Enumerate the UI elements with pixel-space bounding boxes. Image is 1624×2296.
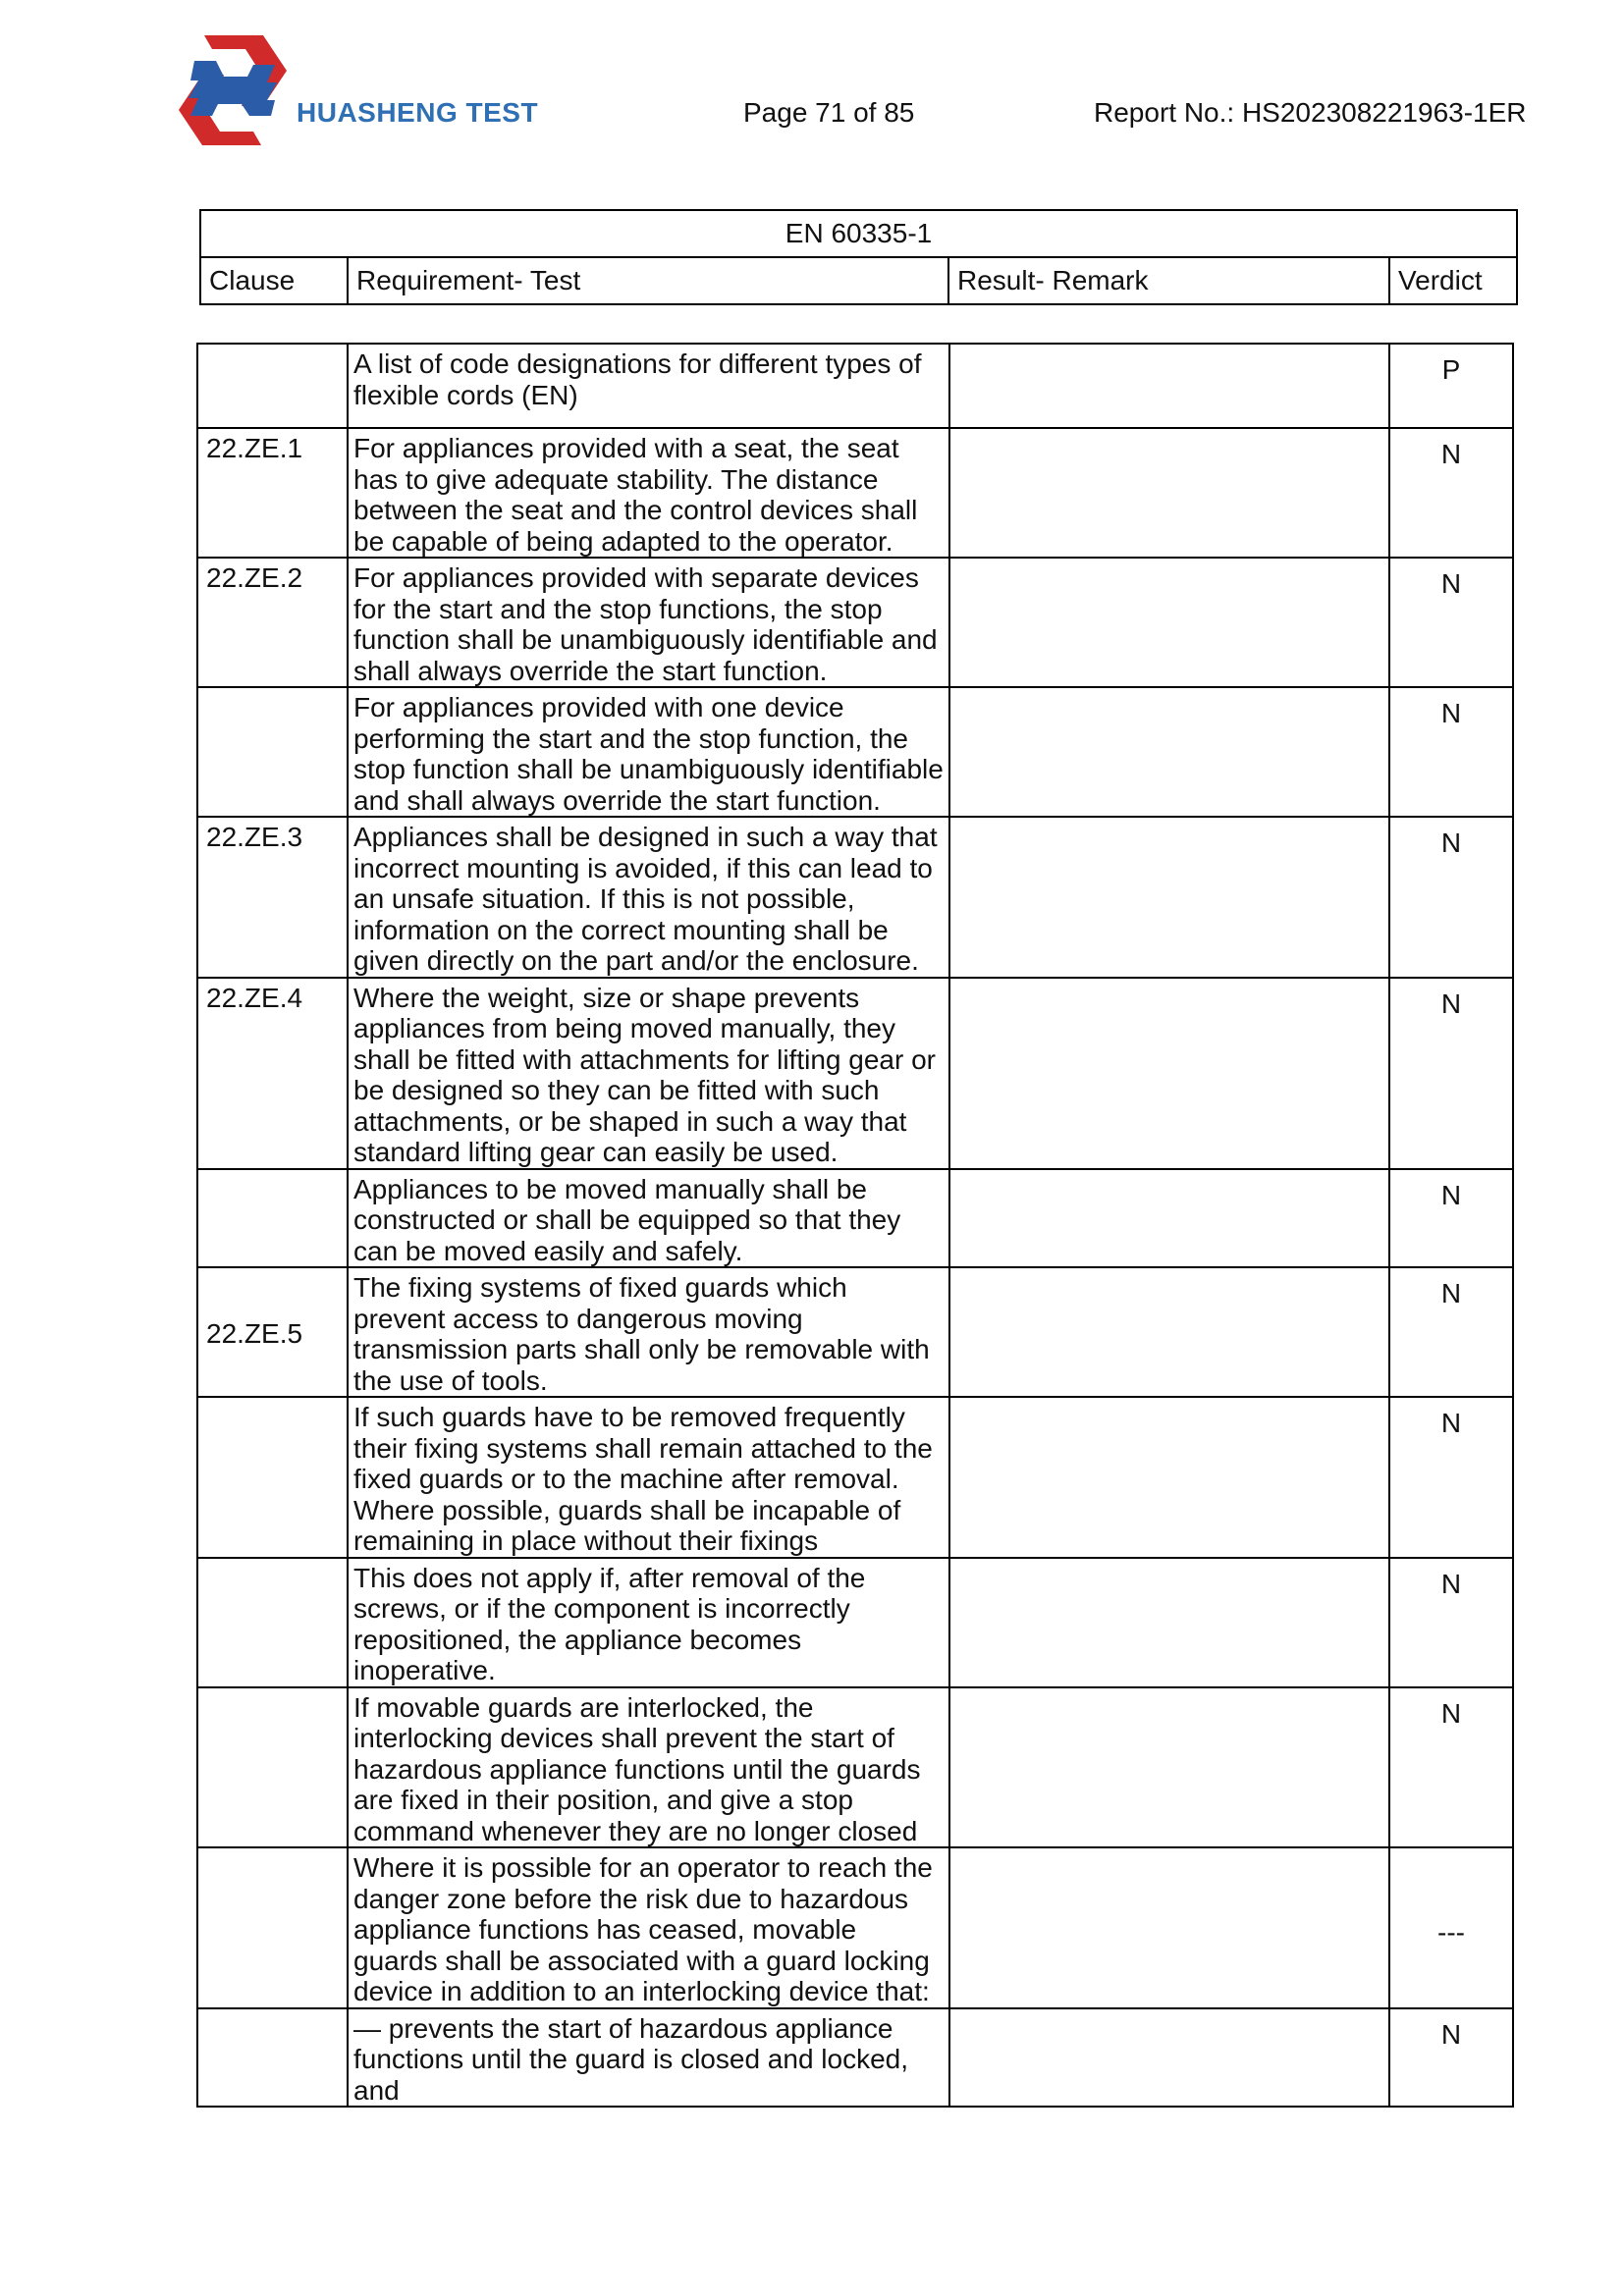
table-header: [199, 209, 1518, 305]
verdict-cell: ---: [1389, 1847, 1513, 2008]
result-cell: [949, 1687, 1389, 1848]
clause-cell: 22.ZE.4: [197, 978, 348, 1169]
huasheng-logo-icon: [165, 31, 300, 149]
table-row: [197, 1687, 1513, 1848]
page-number: Page 71 of 85: [743, 97, 915, 128]
column-header-requirement: Requirement- Test: [348, 257, 948, 304]
verdict-cell: N: [1389, 428, 1513, 558]
verdict-cell: N: [1389, 1169, 1513, 1268]
requirement-cell: A list of code designations for different types of flexible cords (EN): [348, 344, 949, 428]
clause-cell: 22.ZE.5: [197, 1267, 348, 1397]
table-row: [197, 817, 1513, 978]
clause-cell: [197, 687, 348, 817]
requirement-cell: For appliances provided with a seat, the seat has to give adequate stability. The distance between the seat and the control devices shall be capable of being adapted to the operator.: [348, 428, 949, 558]
requirement-cell: Where it is possible for an operator to reach the danger zone before the risk due to hazardous appliance functions has ceased, movable guards shall be associated with a guard locking device in addition to an interlocking device that:: [348, 1847, 949, 2008]
requirements-table: [196, 343, 1514, 2108]
page-header: [0, 0, 1624, 196]
result-cell: [949, 1558, 1389, 1687]
clause-cell: [197, 1558, 348, 1687]
requirement-cell: Appliances shall be designed in such a way that incorrect mounting is avoided, if this can lead to an unsafe situation. If this is not possible, information on the correct mounting shall be given directly on the part and/or the enclosure.: [348, 817, 949, 978]
table-row: [197, 428, 1513, 558]
requirement-cell: Appliances to be moved manually shall be constructed or shall be equipped so that they can be moved easily and safely.: [348, 1169, 949, 1268]
requirement-cell: If such guards have to be removed frequently their fixing systems shall remain attached to the fixed guards or to the machine after removal. Where possible, guards shall be incapable of remaining in place without their fixings: [348, 1397, 949, 1558]
clause-cell: [197, 1397, 348, 1558]
clause-cell: [197, 2008, 348, 2108]
result-cell: [949, 817, 1389, 978]
result-cell: [949, 2008, 1389, 2108]
requirement-cell: This does not apply if, after removal of the screws, or if the component is incorrectly repositioned, the appliance becomes inoperative.: [348, 1558, 949, 1687]
table-row: [197, 1267, 1513, 1397]
verdict-cell: N: [1389, 1267, 1513, 1397]
report-number: Report No.: HS202308221963-1ER: [1094, 97, 1527, 128]
standard-title: EN 60335-1: [200, 210, 1517, 257]
clause-cell: [197, 1687, 348, 1848]
verdict-cell: N: [1389, 1687, 1513, 1848]
result-cell: [949, 1847, 1389, 2008]
column-header-verdict: Verdict: [1389, 257, 1517, 304]
clause-cell: 22.ZE.1: [197, 428, 348, 558]
verdict-cell: P: [1389, 344, 1513, 428]
clause-cell: [197, 1847, 348, 2008]
table-row: [197, 558, 1513, 687]
result-cell: [949, 1397, 1389, 1558]
table-row: [197, 344, 1513, 428]
verdict-cell: N: [1389, 687, 1513, 817]
result-cell: [949, 428, 1389, 558]
verdict-cell: N: [1389, 558, 1513, 687]
column-header-clause: Clause: [200, 257, 348, 304]
table-row: [197, 2008, 1513, 2108]
verdict-cell: N: [1389, 1558, 1513, 1687]
clause-cell: 22.ZE.2: [197, 558, 348, 687]
verdict-cell: N: [1389, 2008, 1513, 2108]
table-row: [197, 1169, 1513, 1268]
table-row: [197, 687, 1513, 817]
requirement-cell: — prevents the start of hazardous appliance functions until the guard is closed and locked, and: [348, 2008, 949, 2108]
verdict-cell: N: [1389, 817, 1513, 978]
result-cell: [949, 1267, 1389, 1397]
clause-cell: [197, 344, 348, 428]
result-cell: [949, 558, 1389, 687]
result-cell: [949, 1169, 1389, 1268]
requirement-cell: Where the weight, size or shape prevents appliances from being moved manually, they shall be fitted with attachments for lifting gear or be designed so they can be fitted with such attachments, or be shaped in such a way that standard lifting gear can easily be used.: [348, 978, 949, 1169]
verdict-cell: N: [1389, 978, 1513, 1169]
column-header-result: Result- Remark: [948, 257, 1389, 304]
table-row: [197, 978, 1513, 1169]
clause-cell: [197, 1169, 348, 1268]
table-row: [197, 1558, 1513, 1687]
company-name: HUASHENG TEST: [297, 97, 539, 128]
requirement-cell: If movable guards are interlocked, the interlocking devices shall prevent the start of hazardous appliance functions until the guards are fixed in their position, and give a stop command whenever they are no longer closed: [348, 1687, 949, 1848]
result-cell: [949, 687, 1389, 817]
result-cell: [949, 344, 1389, 428]
requirement-cell: The fixing systems of fixed guards which prevent access to dangerous moving transmission parts shall only be removable with the use of tools.: [348, 1267, 949, 1397]
table-row: [197, 1397, 1513, 1558]
requirement-cell: For appliances provided with separate devices for the start and the stop functions, the stop function shall be unambiguously identifiable and shall always override the start function.: [348, 558, 949, 687]
result-cell: [949, 978, 1389, 1169]
verdict-cell: N: [1389, 1397, 1513, 1558]
requirement-cell: For appliances provided with one device performing the start and the stop function, the stop function shall be unambiguously identifiable and shall always override the start function.: [348, 687, 949, 817]
table-row: [197, 1847, 1513, 2008]
clause-cell: 22.ZE.3: [197, 817, 348, 978]
